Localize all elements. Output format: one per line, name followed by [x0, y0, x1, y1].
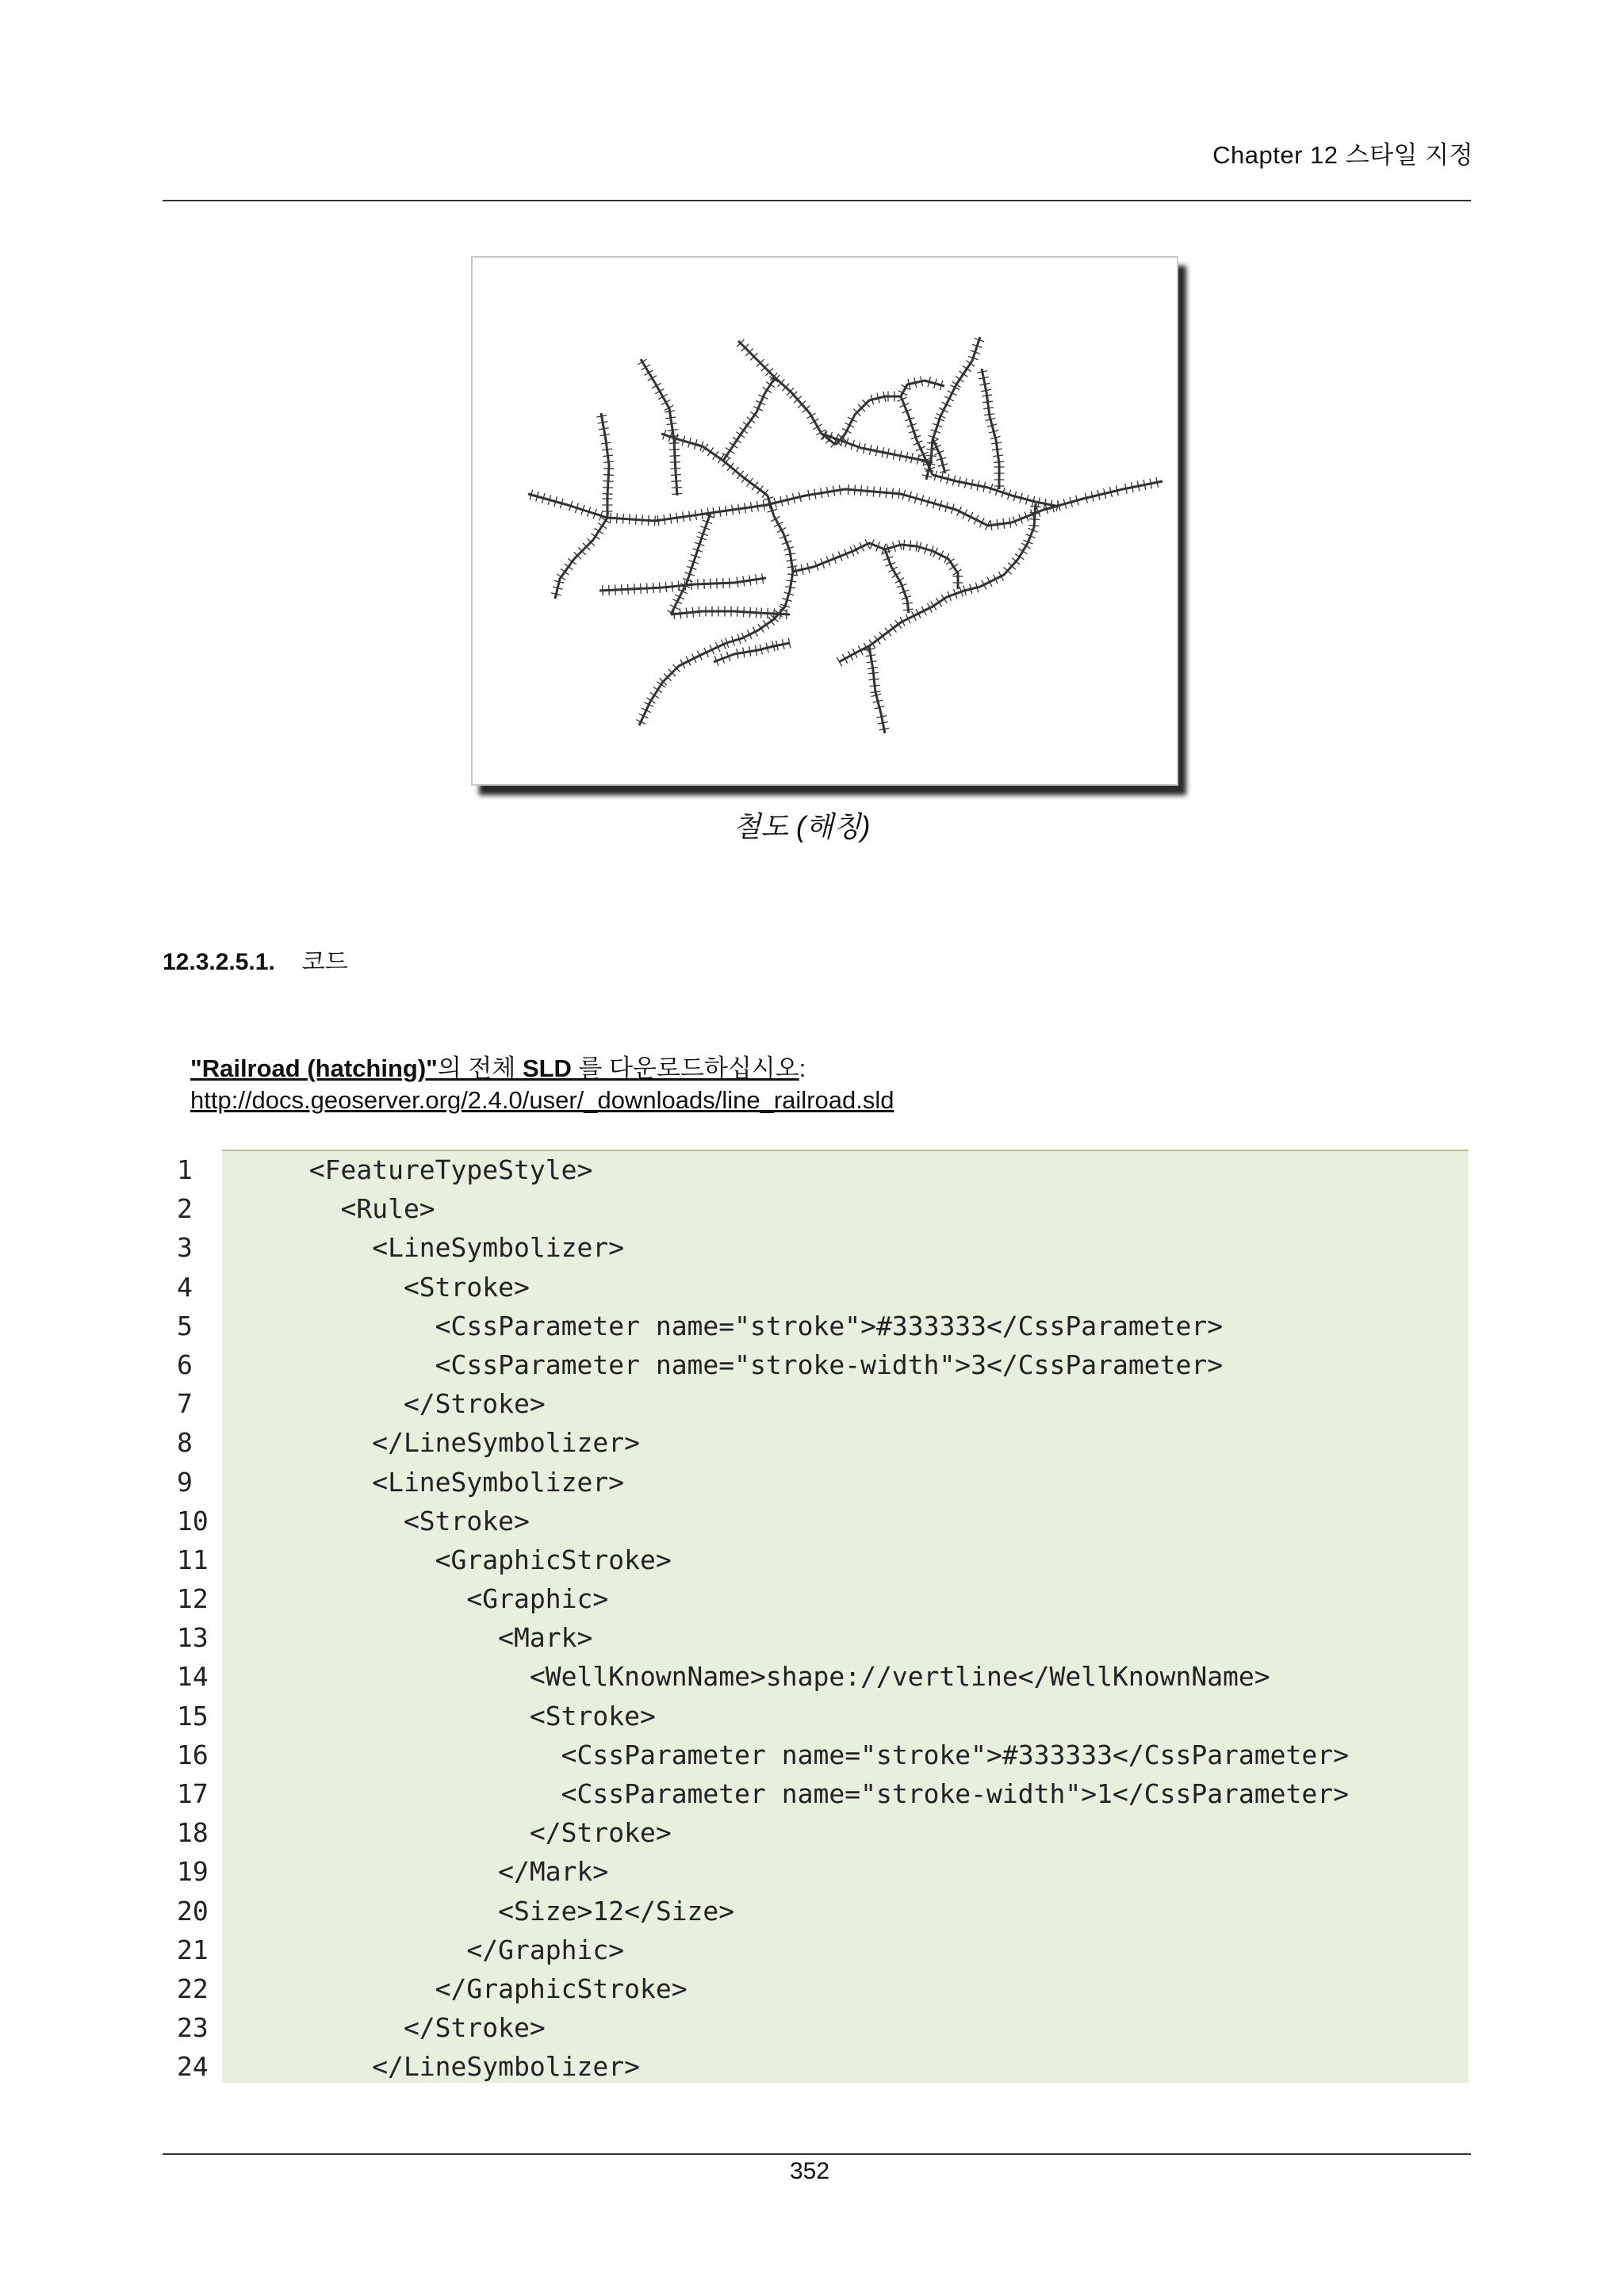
- rail-segment: [623, 514, 624, 523]
- page-number: 352: [789, 2158, 830, 2184]
- code-line: [163, 1502, 1471, 1540]
- rail-segment: [602, 442, 611, 443]
- code-line: [163, 1618, 1471, 1657]
- line-number: 21: [177, 1934, 209, 1965]
- code-line: [163, 1579, 1471, 1618]
- code-text: </Mark>: [278, 1856, 609, 1888]
- code-text: <Rule>: [278, 1193, 435, 1225]
- line-number: 2: [177, 1193, 193, 1225]
- rail-segment: [676, 513, 678, 522]
- line-number: 10: [177, 1505, 209, 1536]
- code-text: <Size>12</Size>: [278, 1895, 735, 1927]
- code-line: [163, 1892, 1471, 1931]
- rail-segment: [603, 455, 613, 456]
- figure-railroad-map: [471, 256, 1178, 786]
- railroad-line: [845, 489, 1012, 526]
- rail-segment: [660, 583, 661, 592]
- line-number: 8: [177, 1427, 193, 1459]
- code-line: [163, 1189, 1471, 1228]
- railroad-line: [917, 587, 980, 614]
- code-line: [163, 2047, 1471, 2086]
- line-number: 5: [177, 1310, 193, 1341]
- rail-segment: [603, 494, 612, 495]
- rail-segment: [737, 577, 738, 587]
- rail-segment: [780, 609, 781, 618]
- code-line: [163, 2008, 1471, 2047]
- download-instruction[interactable]: [190, 1048, 806, 1084]
- railroad-line: [555, 518, 607, 599]
- code-text: <Graphic>: [278, 1583, 609, 1615]
- code-text: <Mark>: [278, 1622, 593, 1654]
- line-number: 12: [177, 1583, 209, 1615]
- code-text: <LineSymbolizer>: [278, 1466, 625, 1498]
- rail-segment: [744, 607, 745, 617]
- section-heading: [163, 942, 348, 977]
- code-text: <Stroke>: [278, 1700, 656, 1732]
- rail-segment: [1030, 513, 1040, 514]
- code-line: [163, 1307, 1471, 1345]
- rail-segment: [667, 423, 676, 425]
- code-text: <FeatureTypeStyle>: [278, 1154, 593, 1185]
- rail-segment: [673, 610, 674, 619]
- railroad-line: [836, 396, 901, 445]
- line-number: 18: [177, 1817, 209, 1849]
- railroad-line: [738, 341, 836, 445]
- code-text: <Stroke>: [278, 1271, 530, 1303]
- railroad-line: [982, 369, 999, 489]
- code-text: <WellKnownName>shape://vertline</WellKnownName>: [278, 1661, 1270, 1693]
- line-number: 24: [177, 2051, 209, 2083]
- rail-segment: [628, 584, 629, 594]
- rail-segment: [695, 511, 697, 520]
- rail-segment: [984, 408, 994, 409]
- railroad-line: [714, 643, 790, 662]
- rail-segment: [689, 511, 691, 521]
- rail-segment: [993, 449, 1002, 450]
- rail-segment: [702, 510, 703, 519]
- rail-segment: [604, 461, 614, 462]
- download-text-mid: 의 전체: [437, 1054, 523, 1082]
- code-line: [163, 1969, 1471, 2008]
- rail-segment: [867, 486, 868, 496]
- download-file-name: "Railroad (hatching)": [190, 1054, 438, 1082]
- railroad-line: [671, 611, 790, 614]
- line-number: 13: [177, 1622, 209, 1654]
- code-line: [163, 1345, 1471, 1384]
- rail-segment: [664, 515, 665, 524]
- rail-segment: [750, 607, 751, 617]
- code-listing: [163, 1150, 1471, 2087]
- rail-segment: [892, 488, 893, 498]
- line-number: 7: [177, 1388, 193, 1420]
- rail-segment: [860, 486, 861, 496]
- rail-segment: [1009, 518, 1011, 527]
- rail-segment: [761, 608, 762, 618]
- rail-segment: [683, 512, 684, 522]
- line-number: 20: [177, 1895, 209, 1927]
- rail-segment: [756, 575, 757, 584]
- rail-segment: [617, 514, 618, 523]
- rail-segment: [648, 515, 649, 525]
- line-number: 14: [177, 1661, 209, 1693]
- rail-segment: [871, 691, 880, 692]
- rail-segment: [1003, 519, 1005, 528]
- rail-segment: [994, 455, 1003, 457]
- rail-segment: [670, 462, 680, 463]
- rail-segment: [603, 475, 613, 476]
- line-number: 6: [177, 1349, 193, 1380]
- rail-segment: [672, 494, 682, 495]
- rail-segment: [982, 395, 992, 396]
- code-text: <CssParameter name="stroke">#333333</CssParameter>: [278, 1739, 1350, 1770]
- rail-segment: [745, 503, 746, 513]
- rail-segment: [665, 583, 666, 592]
- rail-segment: [672, 481, 681, 482]
- code-line: [163, 1268, 1471, 1307]
- rail-segment: [642, 515, 643, 525]
- code-line: [163, 1657, 1471, 1696]
- rail-segment: [671, 475, 680, 476]
- rail-segment: [743, 576, 745, 586]
- rail-segment: [666, 417, 676, 419]
- rail-segment: [634, 584, 635, 594]
- code-text: <GraphicStroke>: [278, 1544, 672, 1575]
- railroad-line: [926, 337, 980, 480]
- download-sld: SLD: [522, 1054, 572, 1082]
- rail-segment: [653, 584, 654, 593]
- rail-segment: [603, 481, 613, 482]
- code-line: [163, 1540, 1471, 1579]
- line-number: 23: [177, 2012, 209, 2044]
- rail-segment: [654, 516, 655, 526]
- line-number: 17: [177, 1778, 209, 1809]
- rail-segment: [692, 607, 693, 617]
- rail-segment: [670, 456, 680, 457]
- code-text: </Stroke>: [278, 2012, 546, 2044]
- rail-segment: [774, 609, 775, 618]
- code-line: [163, 1463, 1471, 1502]
- rail-segment: [670, 514, 672, 523]
- rail-segment: [904, 609, 914, 610]
- line-number: 1: [177, 1154, 193, 1185]
- rail-segment: [641, 584, 642, 593]
- rail-segment: [992, 442, 1002, 444]
- code-line: [163, 1384, 1471, 1423]
- code-line: [163, 1697, 1471, 1735]
- railroad-line: [768, 496, 793, 572]
- railroad-line: [869, 646, 885, 733]
- rail-segment: [787, 560, 796, 561]
- figure-caption: 철도 (해칭): [733, 810, 871, 843]
- code-text: <CssParameter name="stroke">#333333</CssParameter>: [278, 1310, 1224, 1341]
- code-text: </Stroke>: [278, 1388, 546, 1420]
- rail-segment: [886, 488, 887, 497]
- download-colon: :: [799, 1054, 806, 1082]
- code-line: [163, 1735, 1471, 1774]
- rail-segment: [751, 503, 753, 512]
- download-link[interactable]: http://docs.geoserver.org/2.4.0/user/_downloads/line_railroad.sld: [190, 1086, 894, 1114]
- rail-segment: [665, 411, 675, 412]
- section-title: 코드: [301, 949, 348, 975]
- code-line: [163, 1931, 1471, 1969]
- code-line: [163, 1774, 1471, 1813]
- railroad-line: [528, 489, 845, 521]
- footer-divider: [163, 2153, 1471, 2155]
- code-text: <CssParameter name="stroke-width">1</CssParameter>: [278, 1778, 1350, 1809]
- rail-segment: [756, 608, 757, 618]
- code-text: </LineSymbolizer>: [278, 1427, 640, 1459]
- rail-segment: [868, 672, 878, 673]
- rail-segment: [732, 505, 733, 515]
- rail-segment: [983, 401, 993, 403]
- line-number: 9: [177, 1466, 193, 1498]
- rail-segment: [757, 502, 759, 511]
- rail-segment: [668, 430, 677, 431]
- rail-segment: [615, 585, 616, 595]
- rail-segment: [647, 584, 648, 593]
- rail-segment: [749, 576, 751, 585]
- rail-segment: [994, 461, 1004, 463]
- rail-segment: [669, 443, 679, 444]
- rail-segment: [990, 521, 992, 530]
- rail-segment: [985, 414, 994, 415]
- line-number: 15: [177, 1700, 209, 1732]
- rail-segment: [997, 519, 998, 529]
- code-text: <LineSymbolizer>: [278, 1232, 625, 1264]
- rail-segment: [870, 685, 879, 686]
- rail-segment: [762, 574, 764, 584]
- code-text: </Graphic>: [278, 1934, 625, 1965]
- rail-segment: [713, 507, 714, 517]
- rail-segment: [879, 488, 880, 497]
- code-line: [163, 1852, 1471, 1891]
- rail-segment: [916, 541, 917, 551]
- code-text: </Stroke>: [278, 1817, 672, 1849]
- rail-segment: [763, 500, 764, 510]
- rail-segment: [926, 455, 936, 456]
- rail-segment: [609, 585, 610, 595]
- rail-segment: [603, 449, 612, 450]
- rail-segment: [873, 487, 874, 496]
- rail-segment: [657, 515, 659, 525]
- code-line: [163, 1150, 1471, 1189]
- rail-segment: [719, 507, 721, 516]
- railroad-line: [639, 643, 726, 725]
- section-number: 12.3.2.5.1.: [163, 949, 275, 975]
- rail-segment: [726, 506, 727, 515]
- code-text: <CssParameter name="stroke-width">3</CssParameter>: [278, 1349, 1224, 1380]
- code-text: </LineSymbolizer>: [278, 2051, 640, 2083]
- code-line: [163, 1228, 1471, 1267]
- line-number: 19: [177, 1856, 209, 1888]
- rail-segment: [738, 504, 740, 514]
- rail-segment: [686, 608, 687, 618]
- code-text: <Stroke>: [278, 1505, 530, 1536]
- line-number: 22: [177, 1973, 209, 2004]
- code-text: </GraphicStroke>: [278, 1973, 688, 2004]
- railroad-map-graphic: [473, 258, 1177, 784]
- line-number: 3: [177, 1232, 193, 1264]
- header-divider: [163, 200, 1471, 201]
- line-number: 4: [177, 1271, 193, 1303]
- rail-segment: [636, 515, 637, 524]
- code-line: [163, 1813, 1471, 1852]
- download-text-rest: 를 다운로드하십시오: [571, 1054, 799, 1082]
- rail-segment: [737, 607, 738, 616]
- rail-segment: [1030, 519, 1040, 520]
- rail-segment: [903, 540, 904, 549]
- code-line: [163, 1423, 1471, 1462]
- rail-segment: [854, 485, 855, 495]
- line-number: 16: [177, 1739, 209, 1770]
- rail-segment: [786, 553, 795, 555]
- running-header: Chapter 12 스타일 지정: [1212, 141, 1473, 169]
- line-number: 11: [177, 1544, 209, 1575]
- rail-segment: [898, 489, 899, 499]
